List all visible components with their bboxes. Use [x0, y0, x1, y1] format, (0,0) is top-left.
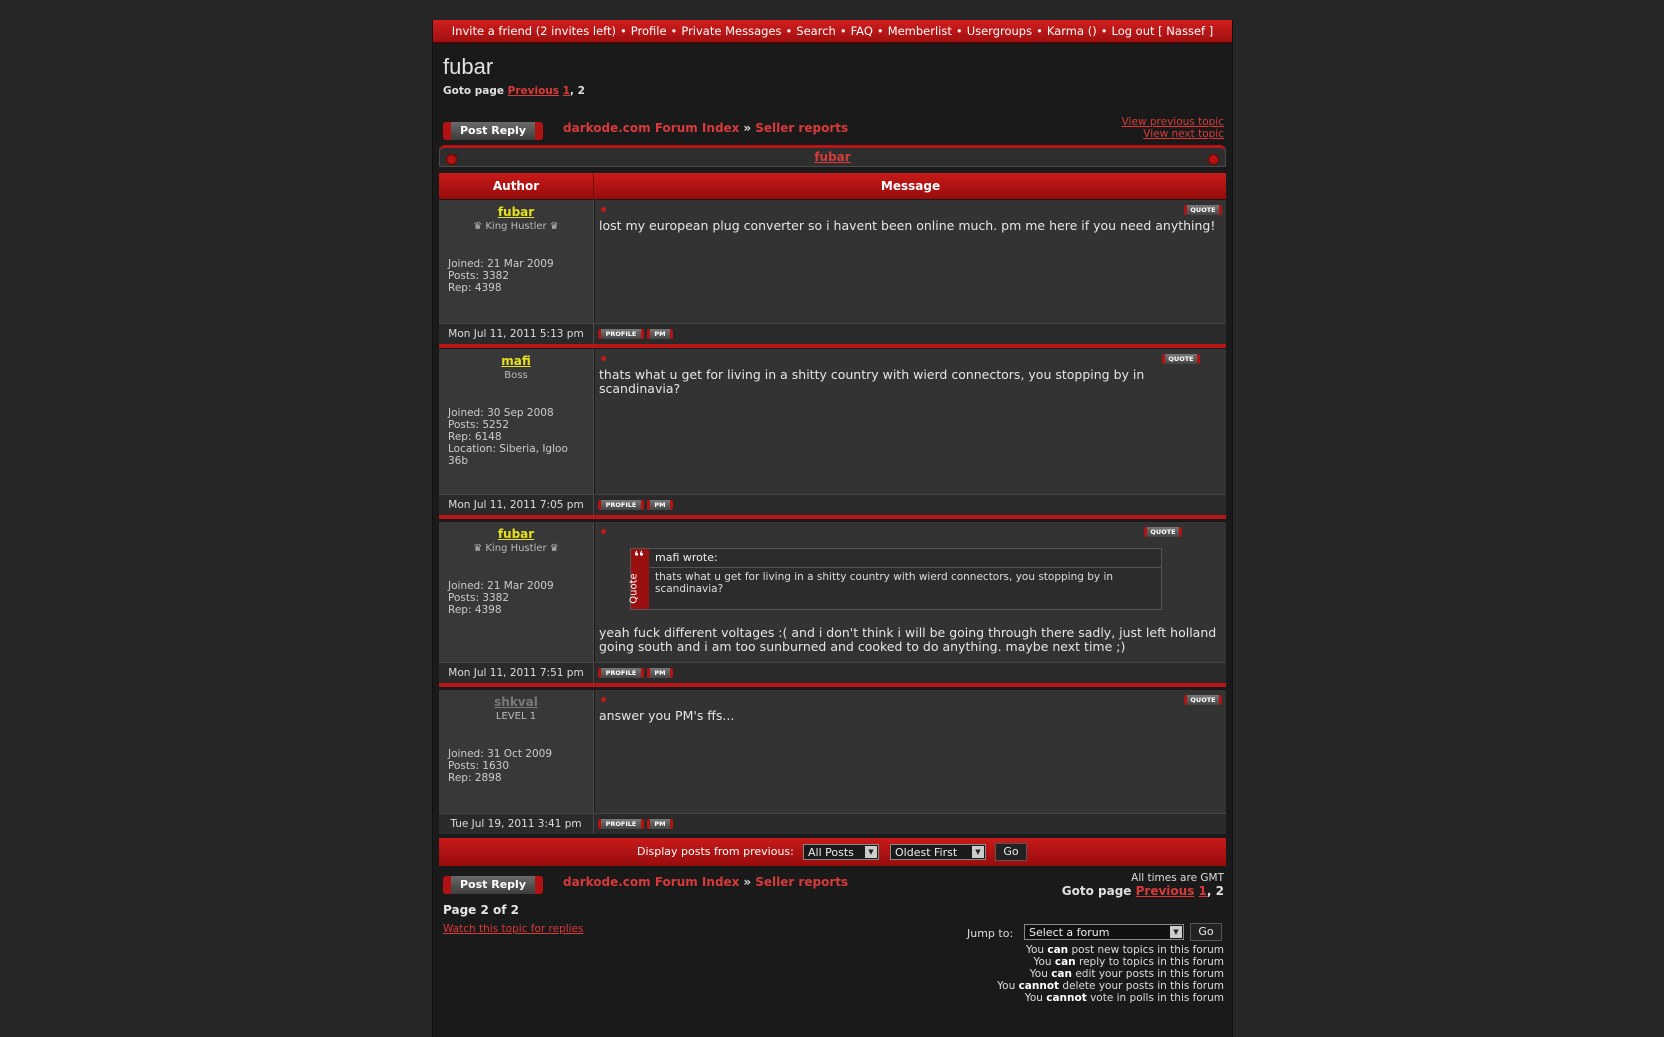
column-headers: [439, 173, 1226, 199]
nav-sep: •: [619, 24, 627, 38]
goto-previous-link[interactable]: Previous: [507, 85, 560, 97]
page-container: [432, 20, 1233, 1037]
quote-author: mafi wrote:: [650, 549, 1161, 568]
author-rep: Rep: 6148: [448, 431, 502, 443]
timezone-note: All times are GMT: [1131, 872, 1224, 884]
author-cell: [439, 522, 594, 662]
breadcrumb-forum[interactable]: Seller reports: [755, 121, 849, 135]
quote-block: [630, 548, 1162, 610]
nav-sep: •: [839, 24, 847, 38]
jump-to-value: Select a forum: [1029, 926, 1110, 939]
nav-usergroups[interactable]: Usergroups: [966, 24, 1033, 38]
nav-invite[interactable]: Invite a friend (2 invites left): [451, 24, 616, 38]
author-details: [448, 258, 554, 294]
breadcrumb-sep: »: [743, 875, 752, 889]
goto-page-top: Goto page Previous 1, 2: [443, 85, 585, 97]
quote-side-bar: [628, 549, 649, 609]
post-footer: [439, 662, 1226, 687]
post-icon: [601, 356, 606, 361]
author-details: [448, 407, 568, 467]
nav-sep: •: [876, 24, 884, 38]
profile-button[interactable]: PROFILE: [598, 668, 644, 678]
quote-button[interactable]: QUOTE: [1184, 205, 1222, 215]
permission-line: You can reply to topics in this forum: [1033, 956, 1224, 968]
goto-page-bottom: Goto page Previous 1, 2: [1061, 884, 1224, 898]
chevron-down-icon: ▼: [865, 846, 877, 858]
nav-profile[interactable]: Profile: [630, 24, 667, 38]
quote-marks-icon: ❛❛: [634, 549, 644, 565]
breadcrumb-bottom: [563, 875, 848, 889]
nav-memberlist[interactable]: Memberlist: [887, 24, 952, 38]
breadcrumb-index[interactable]: darkode.com Forum Index: [563, 875, 740, 889]
pm-button[interactable]: PM: [647, 329, 673, 339]
author-joined: Joined: 30 Sep 2008: [448, 407, 554, 419]
post-author-link[interactable]: fubar: [497, 205, 535, 219]
display-options-bar: [439, 838, 1226, 866]
post-author-rank: ♛ King Hustler ♛: [473, 543, 559, 554]
nav-logout[interactable]: Log out [ Nassef ]: [1111, 24, 1214, 38]
post-footer: [439, 813, 1226, 834]
profile-button[interactable]: PROFILE: [598, 500, 644, 510]
post-icon: [601, 207, 606, 212]
top-navigation: [433, 20, 1232, 43]
author-location-cont: 36b: [448, 455, 469, 467]
page-title[interactable]: fubar: [443, 54, 494, 79]
goto-page-2: 2: [577, 85, 585, 97]
quote-button[interactable]: QUOTE: [1144, 527, 1182, 537]
permission-line: You can edit your posts in this forum: [1029, 968, 1224, 980]
sort-order-value: Oldest First: [895, 846, 958, 859]
post-date: Mon Jul 11, 2011 5:13 pm: [439, 324, 594, 344]
nav-faq[interactable]: FAQ: [850, 24, 873, 38]
profile-button[interactable]: PROFILE: [598, 329, 644, 339]
permission-line: You cannot delete your posts in this forum: [997, 980, 1224, 992]
topic-table-header: [439, 145, 1226, 167]
display-label: Display posts from previous:: [637, 845, 794, 858]
breadcrumb-forum[interactable]: Seller reports: [755, 875, 849, 889]
author-posts: Posts: 1630: [448, 760, 510, 772]
posts-range-value: All Posts: [808, 846, 854, 859]
posts-range-select[interactable]: [803, 844, 879, 860]
nav-sep: •: [1100, 24, 1108, 38]
author-posts: Posts: 5252: [448, 419, 510, 431]
author-details: [448, 748, 552, 784]
breadcrumb-sep: »: [743, 121, 752, 135]
message-cell: [595, 349, 1226, 494]
permissions-list: [997, 944, 1224, 1004]
post-icon: [601, 697, 606, 702]
topic-table-title[interactable]: fubar: [814, 150, 851, 164]
post-author-rank: Boss: [504, 370, 528, 381]
pm-button[interactable]: PM: [647, 819, 673, 829]
post-icon: [601, 529, 606, 534]
post-row: [439, 522, 1226, 689]
nav-sep: •: [1036, 24, 1043, 38]
nav-search[interactable]: Search: [796, 24, 836, 38]
author-posts: Posts: 3382: [448, 270, 510, 282]
goto-page-1-link[interactable]: 1: [1198, 884, 1207, 898]
watch-topic-link[interactable]: Watch this topic for replies: [443, 923, 584, 935]
post-footer: [439, 323, 1226, 348]
post-author-link[interactable]: fubar: [497, 527, 535, 541]
post-message: yeah fuck different voltages :( and i don't think i will be going through there sadly, just left holland going south and i am too sunburned and cooked to do anything. maybe next time ;): [599, 625, 1217, 654]
author-cell: [439, 200, 594, 323]
author-rep: Rep: 4398: [448, 604, 502, 616]
message-cell: [595, 200, 1226, 323]
chevron-down-icon: ▼: [1170, 926, 1182, 938]
post-row: [439, 200, 1226, 350]
author-cell: [439, 349, 594, 494]
post-author-link[interactable]: shkval: [494, 695, 538, 709]
post-message: lost my european plug converter so i havent been online much. pm me here if you need anything!: [599, 218, 1216, 233]
message-cell: [595, 522, 1226, 662]
quote-button[interactable]: QUOTE: [1184, 695, 1222, 705]
author-rep: Rep: 2898: [448, 772, 502, 784]
post-row: [439, 349, 1226, 521]
author-cell: [439, 690, 594, 813]
nav-sep: •: [955, 24, 963, 38]
pm-button[interactable]: PM: [647, 500, 673, 510]
goto-label: Goto page: [1061, 884, 1132, 898]
post-reply-button-bottom[interactable]: Post Reply: [443, 876, 543, 894]
jump-to-select[interactable]: [1024, 924, 1184, 940]
nav-sep: •: [670, 24, 678, 38]
author-joined: Joined: 31 Oct 2009: [448, 748, 553, 760]
col-author: Author: [439, 173, 594, 199]
display-go-button[interactable]: Go: [995, 843, 1027, 861]
permission-line: You can post new topics in this forum: [1025, 944, 1224, 956]
author-joined: Joined: 21 Mar 2009: [448, 580, 554, 592]
jump-go-button[interactable]: Go: [1190, 923, 1222, 941]
nav-karma[interactable]: Karma (): [1046, 24, 1097, 38]
post-row: [439, 690, 1226, 838]
goto-page-1-link[interactable]: 1: [562, 85, 570, 97]
col-message: Message: [880, 179, 941, 193]
nav-private-messages[interactable]: Private Messages: [681, 24, 782, 38]
goto-page-2: 2: [1215, 884, 1224, 898]
author-posts: Posts: 3382: [448, 592, 510, 604]
page-info: Page 2 of 2: [443, 903, 519, 917]
sort-order-select[interactable]: [890, 844, 986, 860]
message-cell: [595, 690, 1226, 813]
chevron-down-icon: ▼: [972, 846, 984, 858]
post-message: thats what u get for living in a shitty country with wierd connectors, you stopping by in scandinavia?: [599, 367, 1145, 396]
jump-to-label: Jump to:: [967, 927, 1014, 940]
permission-line: You cannot vote in polls in this forum: [1024, 992, 1224, 1004]
quote-side-label: Quote: [628, 573, 640, 604]
profile-button[interactable]: PROFILE: [598, 819, 644, 829]
corner-dot-icon: [1208, 154, 1219, 165]
goto-label: Goto page: [443, 85, 504, 97]
post-footer: [439, 494, 1226, 519]
breadcrumb: [563, 121, 848, 135]
post-date: Tue Jul 19, 2011 3:41 pm: [439, 814, 594, 834]
post-author-rank: ♛ King Hustler ♛: [473, 221, 559, 232]
breadcrumb-index[interactable]: darkode.com Forum Index: [563, 121, 740, 135]
nav-sep: •: [785, 24, 793, 38]
author-location: Location: Siberia, Igloo: [448, 443, 568, 455]
post-date: Mon Jul 11, 2011 7:05 pm: [439, 495, 594, 515]
quote-text: thats what u get for living in a shitty country with wierd connectors, you stopping by in scandinavia?: [655, 571, 1114, 595]
post-author-link[interactable]: mafi: [501, 354, 531, 368]
author-details: [448, 580, 554, 616]
view-previous-topic-link[interactable]: View previous topic: [1121, 116, 1224, 128]
goto-previous-link[interactable]: Previous: [1135, 884, 1195, 898]
post-date: Mon Jul 11, 2011 7:51 pm: [439, 663, 594, 683]
author-rep: Rep: 4398: [448, 282, 502, 294]
view-next-topic-link[interactable]: View next topic: [1143, 128, 1224, 140]
post-reply-button[interactable]: Post Reply: [443, 122, 543, 140]
post-author-rank: LEVEL 1: [495, 711, 537, 722]
author-joined: Joined: 21 Mar 2009: [448, 258, 554, 270]
pm-button[interactable]: PM: [647, 668, 673, 678]
post-message: answer you PM's ffs...: [599, 708, 735, 723]
quote-button[interactable]: QUOTE: [1162, 354, 1200, 364]
